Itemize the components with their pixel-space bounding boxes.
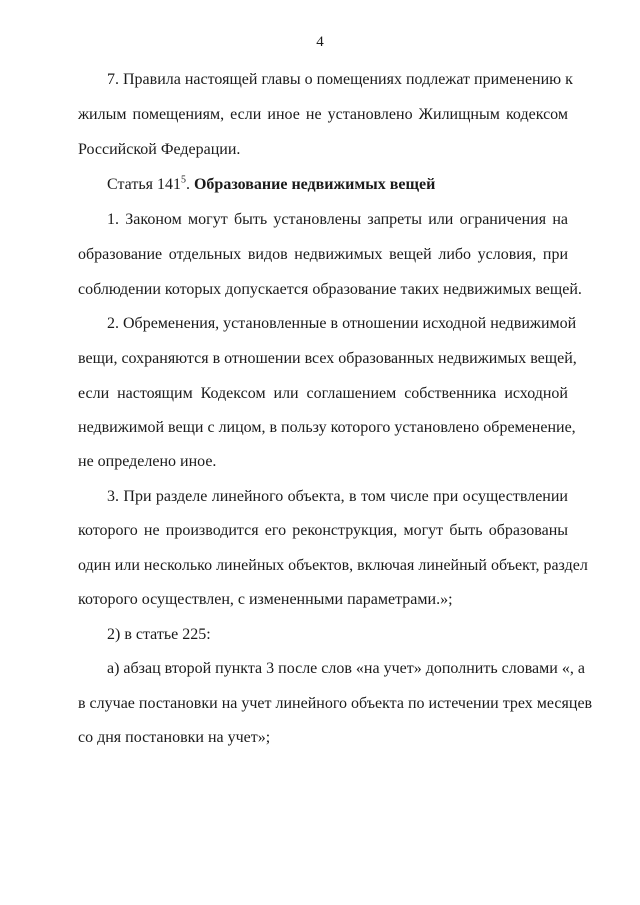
paragraph-1-line-3: соблюдении которых допускается образование таких недвижимых вещей. — [78, 281, 582, 298]
article-prefix: Статья 141 — [107, 176, 181, 193]
paragraph-3-line-3: один или несколько линейных объектов, включая линейный объект, раздел — [78, 557, 588, 574]
article-dot: . — [185, 176, 194, 193]
paragraph-2-line-2: вещи, сохраняются в отношении всех образованных недвижимых вещей, — [78, 350, 577, 367]
paragraph-2-line-4: недвижимой вещи с лицом, в пользу которого установлено обременение, — [78, 419, 576, 436]
paragraph-3-line-2: которого не производится его реконструкция, могут быть образованы — [78, 522, 568, 539]
paragraph-1-line-2: образование отдельных видов недвижимых вещей либо условия, при — [78, 246, 568, 263]
item-a-line-3: со дня постановки на учет»; — [78, 729, 271, 746]
page-number: 4 — [316, 34, 324, 50]
article-heading — [107, 175, 435, 195]
paragraph-3-line-4: которого осуществлен, с измененными параметрами.»; — [78, 591, 453, 608]
item-2-heading: 2) в статье 225: — [107, 626, 211, 643]
item-a-line-1: а) абзац второй пункта 3 после слов «на учет» дополнить словами «, а — [107, 660, 585, 677]
paragraph-7-line-1: 7. Правила настоящей главы о помещениях подлежат применению к — [107, 71, 573, 88]
article-title: Образование недвижимых вещей — [193, 176, 436, 193]
item-a-line-2: в случае постановки на учет линейного объекта по истечении трех месяцев — [78, 695, 593, 712]
paragraph-7-line-2: жилым помещениям, если иное не установлено Жилищным кодексом — [78, 106, 568, 123]
paragraph-1-line-1: 1. Законом могут быть установлены запреты или ограничения на — [107, 211, 568, 228]
paragraph-2-line-1: 2. Обременения, установленные в отношении исходной недвижимой — [107, 315, 577, 332]
paragraph-2-line-5: не определено иное. — [78, 453, 217, 470]
paragraph-3-line-1: 3. При разделе линейного объекта, в том числе при осуществлении — [107, 488, 568, 505]
article-superscript: 5 — [180, 174, 186, 186]
paragraph-7-line-3: Российской Федерации. — [78, 141, 241, 158]
paragraph-2-line-3: если настоящим Кодексом или соглашением собственника исходной — [78, 385, 568, 402]
